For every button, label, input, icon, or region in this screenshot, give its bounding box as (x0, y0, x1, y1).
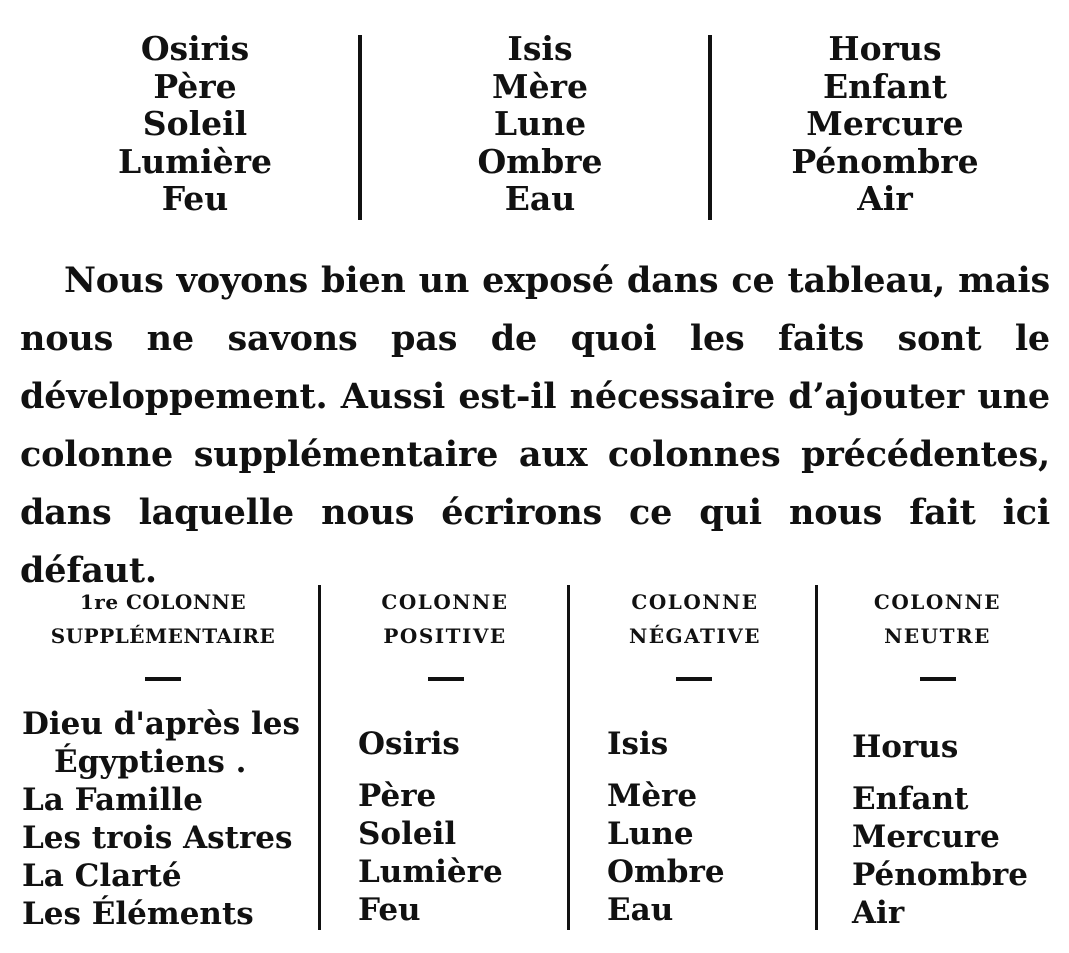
positive-column (358, 725, 503, 929)
column-divider (567, 585, 570, 930)
header-line: COLONNE (873, 590, 1002, 614)
header-line: POSITIVE (383, 624, 507, 648)
header-line: COLONNE (631, 590, 759, 614)
top-cell: Feu (161, 179, 229, 218)
top-cell: Père (153, 66, 237, 106)
list-item: Horus (852, 729, 959, 765)
list-item: Égyptiens . (54, 744, 247, 780)
top-cell: Lune (493, 104, 587, 143)
top-cell: Enfant (823, 66, 947, 106)
body-paragraph: Nous voyons bien un exposé dans ce tableau, mais nous ne savons pas de quoi les faits sont le développement. Aussi est-il nécessaire d’ajouter une colonne supplémentaire aux colonnes précédentes, dans laquelle nous écrirons ce qui nous fait ici défaut. (20, 260, 1050, 591)
list-item: Mère (607, 778, 698, 814)
list-item: Ombre (607, 854, 725, 890)
neutral-column (852, 728, 1028, 932)
list-item: Isis (607, 726, 669, 762)
list-item: Lumière (358, 854, 503, 890)
header-line: NEUTRE (884, 624, 991, 648)
list-item: Enfant (852, 781, 969, 817)
list-item: Les Éléments (22, 896, 254, 932)
list-item: Père (358, 778, 437, 814)
top-cell: Air (857, 179, 913, 218)
top-column-horus (780, 30, 990, 218)
top-cell: Lumière (117, 141, 273, 181)
list-item: Osiris (358, 726, 460, 762)
top-cell: Soleil (142, 104, 248, 143)
header-positive (330, 585, 560, 653)
list-item: Mercure (852, 819, 1000, 855)
header-dash (920, 677, 956, 681)
header-line: SUPPLÉMENTAIRE (50, 624, 276, 648)
list-item: Feu (358, 892, 421, 928)
supplementary-column (22, 705, 312, 933)
column-divider (708, 35, 712, 220)
header-dash (428, 677, 464, 681)
column-divider (358, 35, 362, 220)
list-item: Air (852, 895, 905, 931)
column-divider (815, 585, 818, 930)
top-cell: Ombre (477, 141, 603, 181)
list-item: Les trois Astres (22, 820, 293, 856)
top-cell: Osiris (140, 29, 250, 68)
header-line: COLONNE (381, 590, 509, 614)
header-line: 1re COLONNE (79, 590, 247, 614)
list-item: Eau (607, 892, 674, 928)
top-cell: Mère (492, 66, 588, 106)
header-dash (676, 677, 712, 681)
top-cell: Eau (504, 179, 576, 218)
top-cell: Isis (507, 29, 573, 68)
top-cell: Pénombre (791, 141, 979, 181)
list-item: Dieu d'après les (22, 706, 300, 742)
top-column-isis (435, 30, 645, 218)
list-item: Lune (607, 816, 694, 852)
header-neutral (825, 585, 1050, 653)
list-item: Soleil (358, 816, 457, 852)
header-supplementary (18, 585, 308, 653)
list-item: La Famille (22, 782, 203, 818)
top-cell: Mercure (806, 104, 964, 143)
header-dash (145, 677, 181, 681)
negative-column (607, 725, 725, 929)
list-item: La Clarté (22, 858, 182, 894)
top-table (90, 30, 1050, 225)
header-negative (580, 585, 810, 653)
list-item: Pénombre (852, 857, 1028, 893)
column-divider (318, 585, 321, 930)
header-line: NÉGATIVE (628, 624, 762, 648)
top-column-osiris (90, 30, 300, 218)
bottom-table (0, 585, 1069, 945)
top-cell: Horus (828, 29, 942, 68)
